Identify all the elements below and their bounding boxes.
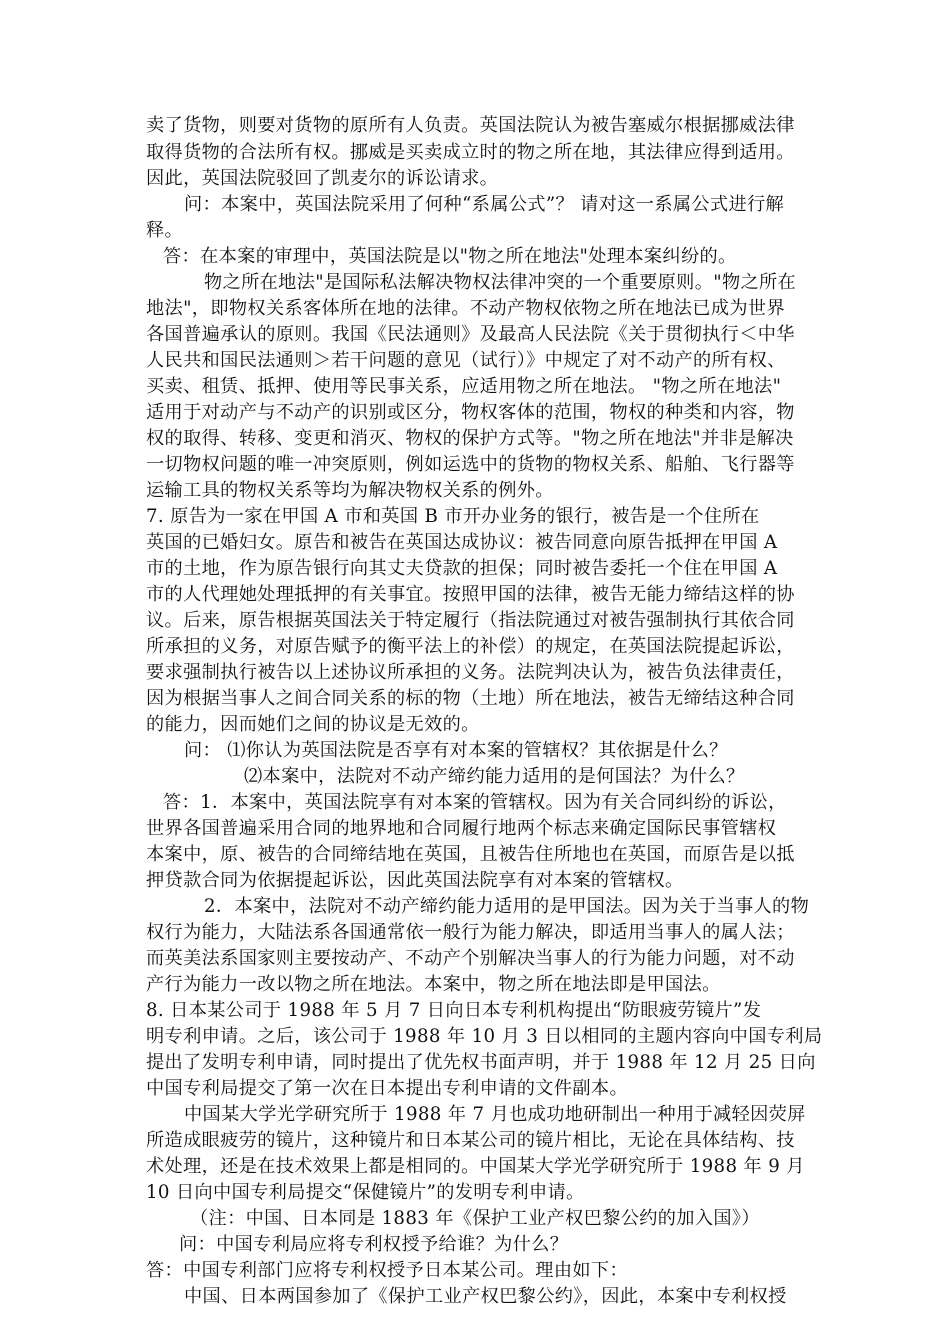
text-line: 适用于对动产与不动产的识别或区分，物权客体的范围，物权的种类和内容，物 — [146, 402, 795, 423]
text-line: 所承担的义务，对原告赋予的衡平法上的补偿）的规定，在英国法院提起诉讼， — [146, 636, 795, 657]
question-line: 问： ⑴你认为英国法院是否享有对本案的管辖权？其依据是什么？ — [184, 740, 728, 761]
text-line: 买卖、租赁、抵押、使用等民事关系，应适用物之所在地法。 "物之所在地法" — [146, 376, 782, 397]
text-line: 权行为能力，大陆法系各国通常依一般行为能力解决，即适用当事人的属人法； — [146, 922, 795, 943]
text-line: 释。 — [146, 220, 184, 241]
text-line: 市的土地，作为原告银行向其丈夫贷款的担保；同时被告委托一个住在甲国 A — [146, 558, 778, 579]
text-line: 地法"，即物权关系客体所在地的法律。不动产物权依物之所在地法已成为世界 — [146, 298, 785, 319]
text-line: 提出了发明专利申请，同时提出了优先权书面声明，并于 1988 年 12 月 25 日向 — [146, 1052, 816, 1073]
text-line: 一切物权问题的唯一冲突原则，例如运选中的货物的物权关系、船舶、飞行器等 — [146, 454, 795, 475]
note-line: （注：中国、日本同是 1883 年《保护工业产权巴黎公约的加入国》） — [190, 1208, 760, 1229]
text-line: 因为根据当事人之间合同关系的标的物（土地）所在地法，被告无缔结这种合同 — [146, 688, 795, 709]
text-line: 卖了货物，则要对货物的原所有人负责。英国法院认为被告塞威尔根据挪威法律 — [146, 115, 795, 136]
text-line: 押贷款合同为依据提起诉讼，因此英国法院享有对本案的管辖权。 — [146, 870, 684, 891]
case-8-line: 8. 日本某公司于 1988 年 5 月 7 日向日本专利机构提出“防眼疲劳镜片”发 — [146, 1000, 762, 1021]
text-line: 市的人代理她处理抵押的有关事宜。按照甲国的法律，被告无能力缔结这样的协 — [146, 584, 795, 605]
text-line: 10 日向中国专利局提交“保健镜片”的发明专利申请。 — [146, 1182, 585, 1203]
text-line: 议。后来，原告根据英国法关于特定履行（指法院通过对被告强制执行其依合同 — [146, 610, 795, 631]
text-line: 世界各国普遍采用合同的地界地和合同履行地两个标志来确定国际民事管辖权 — [146, 818, 777, 839]
text-line: 中国某大学光学研究所于 1988 年 7 月也成功地研制出一种用于减轻因荧屏 — [184, 1104, 806, 1125]
text-line: 运输工具的物权关系等均为解决物权关系的例外。 — [146, 480, 554, 501]
text-line: 2．本案中，法院对不动产缔约能力适用的是甲国法。因为关于当事人的物 — [204, 896, 810, 917]
question-line: ⑵本案中，法院对不动产缔约能力适用的是何国法？为什么？ — [244, 766, 745, 787]
text-line: 中国专利局提交了第一次在日本提出专利申请的文件副本。 — [146, 1078, 628, 1099]
text-line: 的能力，因而她们之间的协议是无效的。 — [146, 714, 480, 735]
case-7-line: 7. 原告为一家在甲国 A 市和英国 B 市开办业务的银行，被告是一个住所在 — [146, 506, 760, 527]
text-line: 取得货物的合法所有权。挪威是买卖成立时的物之所在地，其法律应得到适用。 — [146, 142, 795, 163]
text-line: 要求强制执行被告以上述协议所承担的义务。法院判决认为，被告负法律责任， — [146, 662, 795, 683]
text-line: 权的取得、转移、变更和消灭、物权的保护方式等。"物之所在地法"并非是解决 — [146, 428, 794, 449]
text-line: 本案中，原、被告的合同缔结地在英国，且被告住所地也在英国，而原告是以抵 — [146, 844, 795, 865]
text-line: 明专利申请。之后，该公司于 1988 年 10 月 3 日以相同的主题内容向中国专利局 — [146, 1026, 823, 1047]
text-line: 人民共和国民法通则＞若干问题的意见（试行）》中规定了对不动产的所有权、 — [146, 350, 786, 371]
text-line: 术处理，还是在技术效果上都是相同的。中国某大学光学研究所于 1988 年 9 月 — [146, 1156, 805, 1177]
question-line: 问：本案中，英国法院采用了何种“系属公式”？ 请对这一系属公式进行解 — [184, 194, 785, 215]
text-line: 产行为能力一改以物之所在地法。本案中，物之所在地法即是甲国法。 — [146, 974, 721, 995]
answer-line: 答：中国专利部门应将专利权授予日本某公司。理由如下： — [146, 1260, 628, 1281]
answer-line: 答：1．本案中，英国法院享有对本案的管辖权。因为有关合同纠纷的诉讼， — [163, 792, 787, 813]
text-line: 所造成眼疲劳的镜片，这种镜片和日本某公司的镜片相比，无论在具体结构、技 — [146, 1130, 795, 1151]
text-line: 而英美法系国家则主要按动产、不动产个别解决当事人的行为能力问题，对不动 — [146, 948, 795, 969]
answer-line: 答：在本案的审理中，英国法院是以"物之所在地法"处理本案纠纷的。 — [163, 246, 737, 267]
question-line: 问：中国专利局应将专利权授予给谁？为什么？ — [179, 1234, 569, 1255]
text-line: 各国普遍承认的原则。我国《民法通则》及最高人民法院《关于贯彻执行＜中华 — [146, 324, 795, 345]
text-line: 英国的已婚妇女。原告和被告在英国达成协议：被告同意向原告抵押在甲国 A — [146, 532, 778, 553]
text-line: 中国、日本两国参加了《保护工业产权巴黎公约》，因此，本案中专利权授 — [184, 1286, 787, 1307]
text-line: 物之所在地法"是国际私法解决物权法律冲突的一个重要原则。"物之所在 — [204, 272, 797, 293]
text-line: 因此，英国法院驳回了凯麦尔的诉讼请求。 — [146, 168, 499, 189]
